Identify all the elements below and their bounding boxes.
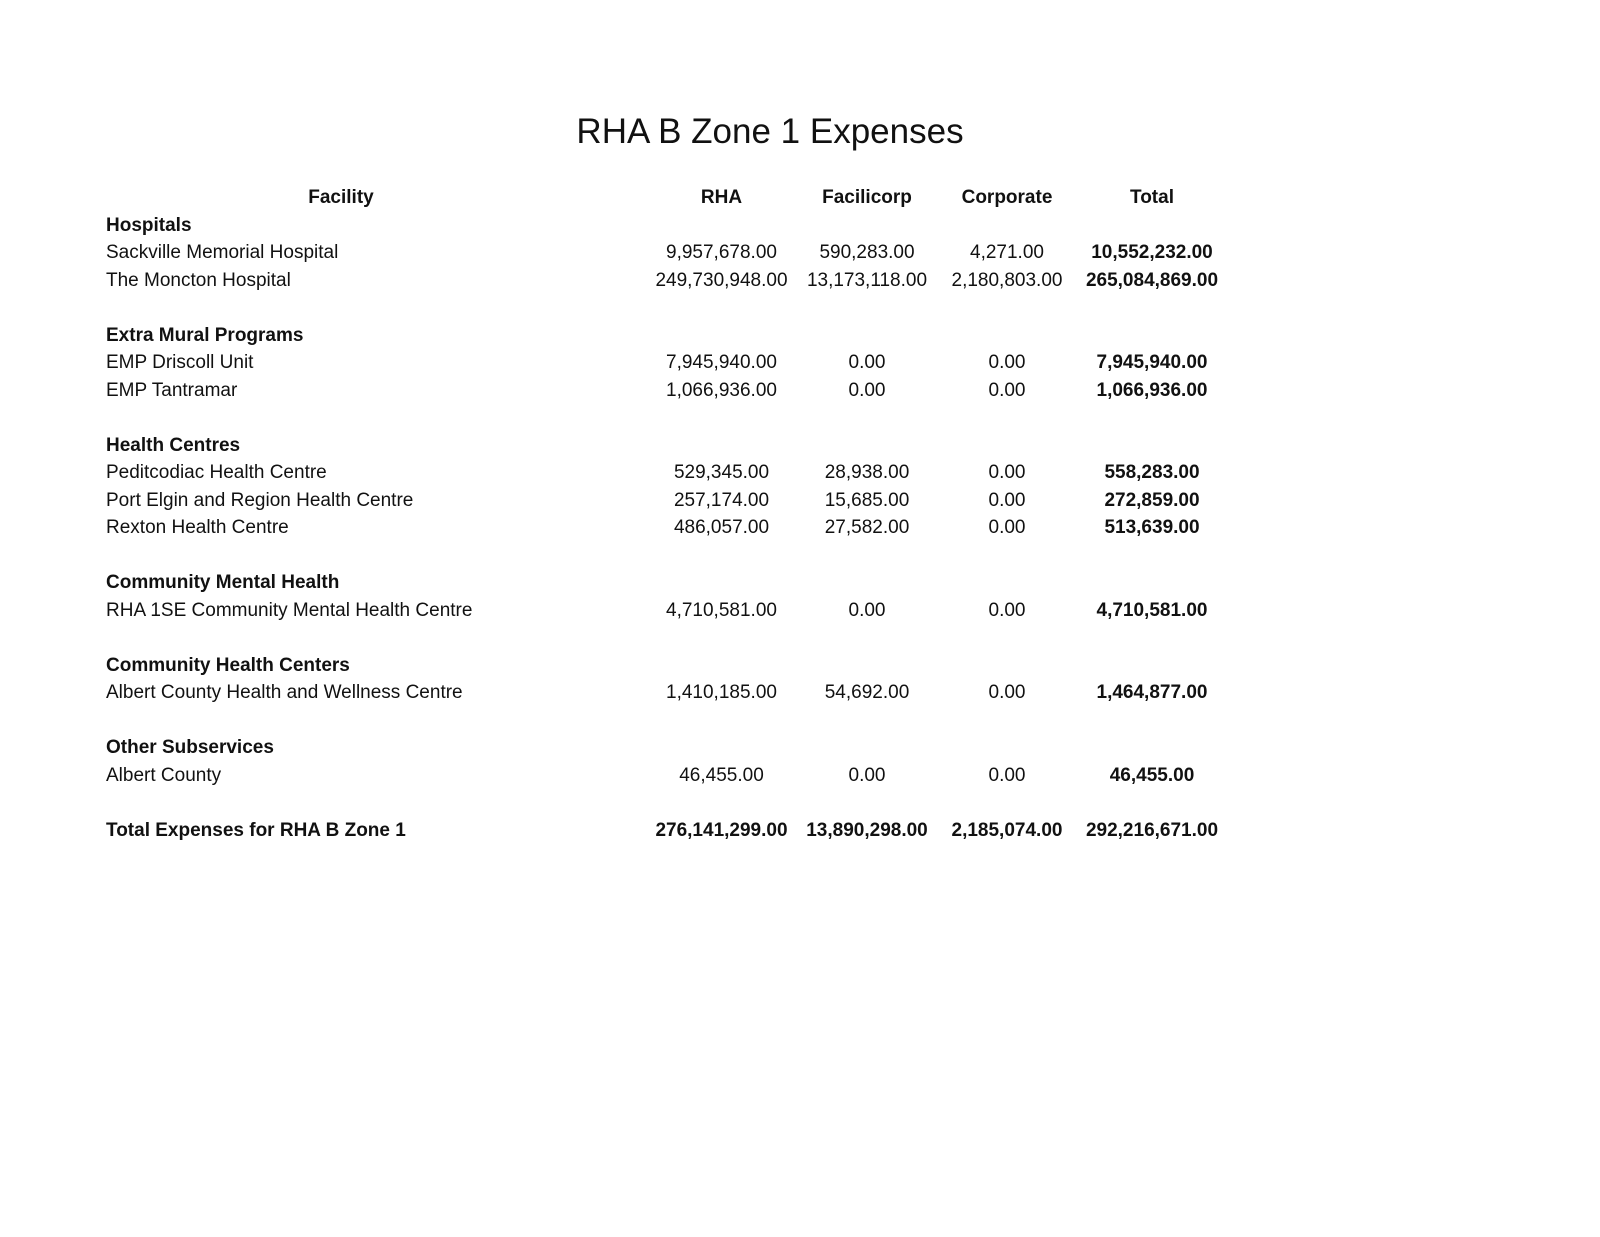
section-header-row bbox=[106, 212, 1227, 240]
section-header-row bbox=[106, 734, 1227, 762]
total-value: 1,464,877.00 bbox=[1096, 682, 1208, 703]
section-label: Health Centres bbox=[106, 434, 241, 456]
corporate-value: 0.00 bbox=[988, 764, 1026, 786]
grand-total-total: 292,216,671.00 bbox=[1085, 819, 1219, 841]
section-header-row bbox=[106, 569, 1227, 597]
section-label: Extra Mural Programs bbox=[106, 324, 304, 346]
table-row bbox=[106, 514, 1227, 542]
total-value: 7,945,940.00 bbox=[1096, 352, 1208, 373]
facilicorp-value: 54,692.00 bbox=[824, 682, 910, 703]
table-row bbox=[106, 459, 1227, 487]
rha-value: 1,066,936.00 bbox=[666, 379, 777, 401]
rha-value: 529,345.00 bbox=[673, 462, 770, 483]
spacer-row bbox=[106, 789, 1227, 817]
facility-name: Albert County bbox=[106, 764, 222, 786]
column-header-facility: Facility bbox=[308, 187, 374, 208]
corporate-value: 0.00 bbox=[988, 682, 1026, 703]
facilicorp-value: 0.00 bbox=[848, 599, 886, 621]
facilicorp-value: 0.00 bbox=[848, 764, 886, 786]
corporate-value: 4,271.00 bbox=[970, 242, 1044, 263]
facilicorp-value: 13,173,118.00 bbox=[806, 269, 928, 291]
column-header-facilicorp: Facilicorp bbox=[822, 187, 912, 208]
table-row bbox=[106, 487, 1227, 515]
section-label: Other Subservices bbox=[106, 737, 274, 758]
spacer-row bbox=[106, 624, 1227, 652]
facility-name: EMP Driscoll Unit bbox=[106, 352, 254, 373]
facilicorp-value: 0.00 bbox=[848, 379, 886, 401]
rha-value: 257,174.00 bbox=[673, 489, 770, 511]
column-header-total: Total bbox=[1130, 187, 1174, 208]
section-header-row bbox=[106, 652, 1227, 680]
total-value: 1,066,936.00 bbox=[1096, 379, 1208, 401]
facility-name: Sackville Memorial Hospital bbox=[106, 242, 339, 263]
corporate-value: 0.00 bbox=[988, 352, 1026, 373]
total-value: 265,084,869.00 bbox=[1085, 269, 1219, 291]
facility-name: Port Elgin and Region Health Centre bbox=[106, 489, 414, 511]
table-row bbox=[106, 597, 1227, 625]
rha-value: 486,057.00 bbox=[673, 517, 770, 538]
table-row bbox=[106, 349, 1227, 377]
table-row bbox=[106, 377, 1227, 405]
corporate-value: 0.00 bbox=[988, 517, 1026, 538]
section-header-row bbox=[106, 432, 1227, 460]
spacer-row bbox=[106, 707, 1227, 735]
column-header-corporate: Corporate bbox=[961, 187, 1053, 208]
total-value: 4,710,581.00 bbox=[1096, 599, 1208, 621]
grand-total-row bbox=[106, 817, 1227, 845]
table-header-row bbox=[106, 184, 1227, 212]
section-label: Community Health Centers bbox=[106, 654, 350, 676]
corporate-value: 0.00 bbox=[988, 489, 1026, 511]
expenses-table bbox=[106, 184, 1227, 844]
section-label: Hospitals bbox=[106, 214, 192, 236]
rha-value: 1,410,185.00 bbox=[666, 682, 777, 703]
spacer-row bbox=[106, 542, 1227, 570]
facilicorp-value: 0.00 bbox=[848, 352, 886, 373]
facilicorp-value: 590,283.00 bbox=[819, 242, 915, 263]
table-row bbox=[106, 267, 1227, 295]
facility-name: Albert County Health and Wellness Centre bbox=[106, 682, 463, 703]
facility-name: Rexton Health Centre bbox=[106, 517, 289, 538]
facility-name: Peditcodiac Health Centre bbox=[106, 462, 327, 483]
corporate-value: 0.00 bbox=[988, 462, 1026, 483]
total-value: 10,552,232.00 bbox=[1091, 242, 1213, 263]
facility-name: EMP Tantramar bbox=[106, 379, 238, 401]
table-row bbox=[106, 239, 1227, 267]
spacer-row bbox=[106, 404, 1227, 432]
facility-name: RHA 1SE Community Mental Health Centre bbox=[106, 599, 473, 621]
column-header-rha: RHA bbox=[700, 187, 743, 208]
grand-total-rha: 276,141,299.00 bbox=[655, 819, 788, 841]
grand-total-facilicorp: 13,890,298.00 bbox=[806, 819, 928, 841]
facility-name: The Moncton Hospital bbox=[106, 269, 291, 291]
rha-value: 46,455.00 bbox=[679, 764, 764, 786]
total-value: 272,859.00 bbox=[1104, 489, 1200, 511]
total-value: 558,283.00 bbox=[1104, 462, 1200, 483]
total-value: 513,639.00 bbox=[1104, 517, 1200, 538]
facilicorp-value: 15,685.00 bbox=[824, 489, 910, 511]
total-value: 46,455.00 bbox=[1109, 764, 1195, 786]
spacer-row bbox=[106, 294, 1227, 322]
corporate-value: 2,180,803.00 bbox=[951, 269, 1063, 291]
corporate-value: 0.00 bbox=[988, 599, 1026, 621]
rha-value: 9,957,678.00 bbox=[666, 242, 777, 263]
rha-value: 4,710,581.00 bbox=[666, 599, 777, 621]
table-row bbox=[106, 762, 1227, 790]
rha-value: 7,945,940.00 bbox=[666, 352, 777, 373]
section-label: Community Mental Health bbox=[106, 572, 340, 593]
page-title: RHA B Zone 1 Expenses bbox=[576, 112, 964, 151]
table-row bbox=[106, 679, 1227, 707]
section-header-row bbox=[106, 322, 1227, 350]
facilicorp-value: 28,938.00 bbox=[824, 462, 910, 483]
facilicorp-value: 27,582.00 bbox=[824, 517, 910, 538]
grand-total-label: Total Expenses for RHA B Zone 1 bbox=[106, 819, 406, 841]
corporate-value: 0.00 bbox=[988, 379, 1026, 401]
grand-total-corporate: 2,185,074.00 bbox=[951, 819, 1063, 841]
rha-value: 249,730,948.00 bbox=[655, 269, 788, 291]
